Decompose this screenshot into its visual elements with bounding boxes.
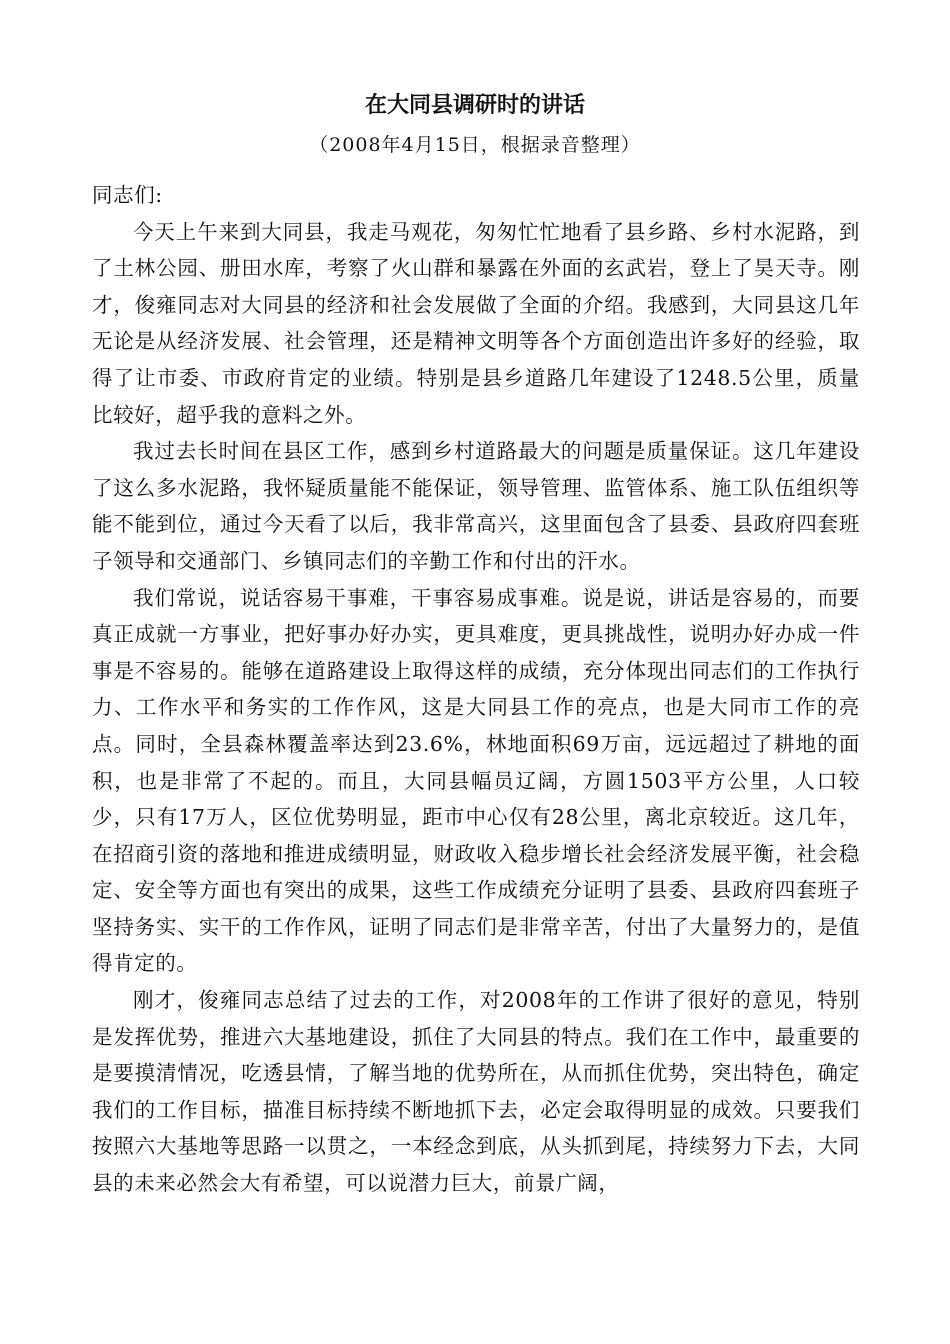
paragraph-3: 我们常说，说话容易干事难，干事容易成事难。说是说，讲话是容易的，而要真正成就一方事业，把好事办好办实，更具难度，更具挑战性，说明办好办成一件事是不容易的。能够在道路建设上取得这样的成绩，充分体现出同志们的工作执行力、工作水平和务实的工作作风，这是大同县工作的亮点，也是大同市工作的亮点。同时，全县森林覆盖率达到23.6%，林地面积69万亩，远远超过了耕地的面积，也是非常了不起的。而且，大同县幅员辽阔，方圆1503平方公里，人口较少，只有17万人，区位优势明显，距市中心仅有28公里，离北京较近。这几年，在招商引资的落地和推进成绩明显，财政收入稳步增长社会经济发展平衡，社会稳定、安全等方面也有突出的成果，这些工作成绩充分证明了县委、县政府四套班子坚持务实、实干的工作作风，证明了同志们是非常辛苦，付出了大量努力的，是值得肯定的。	[92, 585, 860, 976]
paragraph-2: 我过去长时间在县区工作，感到乡村道路最大的问题是质量保证。这几年建设了这么多水泥路，我怀疑质量能不能保证，领导管理、监管体系、施工队伍组织等能不能到位，通过今天看了以后，我非常高兴，这里面包含了县委、县政府四套班子领导和交通部门、乡镇同志们的辛勤工作和付出的汗水。	[92, 439, 860, 573]
paragraph-4: 刚才，俊雍同志总结了过去的工作，对2008年的工作讲了很好的意见，特别是发挥优势，推进六大基地建设，抓住了大同县的特点。我们在工作中，最重要的是要摸清情况，吃透县情，了解当地的优势所在，从而抓住优势，突出特色，确定我们的工作目标，描准目标持续不断地抓下去，必定会取得明显的成效。只要我们按照六大基地等思路一以贯之，一本经念到底，从头抓到尾，持续努力下去，大同县的未来必然会大有希望，可以说潜力巨大，前景广阔，	[92, 988, 860, 1196]
document-subtitle: （2008年4月15日，根据录音整理）	[309, 134, 641, 156]
document-body	[92, 177, 860, 1202]
salutation: 同志们:	[92, 183, 163, 207]
paragraph-1: 今天上午来到大同县，我走马观花，匆匆忙忙地看了县乡路、乡村水泥路，到了土林公园、册田水库，考察了火山群和暴露在外面的玄武岩，登上了昊天寺。刚才，俊雍同志对大同县的经济和社会发展做了全面的介绍。我感到，大同县这几年无论是从经济发展、社会管理，还是精神文明等各个方面创造出许多好的经验，取得了让市委、市政府肯定的业绩。特别是县乡道路几年建设了1248.5公里，质量比较好，超乎我的意料之外。	[92, 219, 860, 427]
document-title: 在大同县调研时的讲话	[364, 92, 585, 118]
